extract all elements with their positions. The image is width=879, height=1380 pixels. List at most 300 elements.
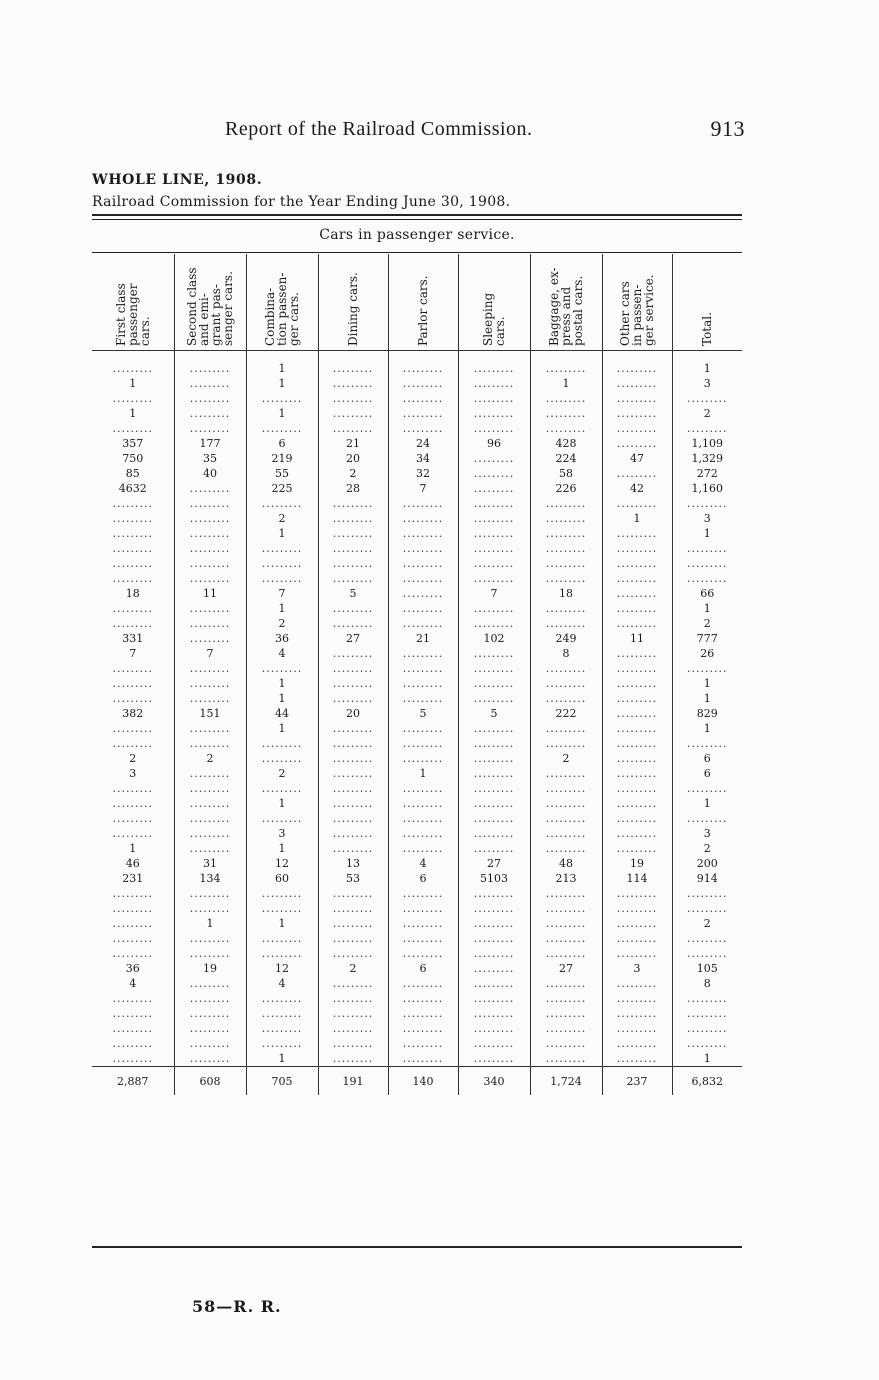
table-cell: ......... xyxy=(672,811,742,826)
table-cell: ......... xyxy=(458,676,530,691)
table-cell: ......... xyxy=(112,662,153,675)
table-cell: ......... xyxy=(458,391,530,406)
table-cell: ......... xyxy=(388,901,458,916)
col-combination xyxy=(246,254,318,351)
table-cell: ......... xyxy=(388,406,458,421)
table-cell: ......... xyxy=(112,677,153,690)
table-cell: 1 xyxy=(129,842,137,855)
table-cell: ......... xyxy=(458,661,530,676)
running-title: Report of the Railroad Commission. xyxy=(225,118,533,140)
table-cell: 31 xyxy=(174,856,246,871)
table-cell: ......... xyxy=(174,796,246,811)
table-cell: ......... xyxy=(602,571,672,586)
table-cell: 3 xyxy=(672,511,742,526)
total-cell: 608 xyxy=(174,1067,246,1096)
table-cell: 105 xyxy=(672,961,742,976)
table-row xyxy=(92,991,742,1006)
table-cell: ......... xyxy=(530,916,602,931)
table-cell: ......... xyxy=(672,901,742,916)
table-row xyxy=(92,616,742,631)
group-rule xyxy=(92,252,742,253)
table-row xyxy=(92,691,742,706)
table-cell: ......... xyxy=(530,796,602,811)
table-cell: ......... xyxy=(246,541,318,556)
table-cell: 102 xyxy=(458,631,530,646)
table-cell: ......... xyxy=(458,646,530,661)
table-cell: ......... xyxy=(602,931,672,946)
table-cell: ......... xyxy=(318,661,388,676)
table-cell: 1 xyxy=(246,526,318,541)
table-row xyxy=(92,796,742,811)
table-cell: ......... xyxy=(458,811,530,826)
table-cell: 114 xyxy=(602,871,672,886)
table-cell: 2 xyxy=(246,766,318,781)
table-cell: 6 xyxy=(388,871,458,886)
table-cell: ......... xyxy=(174,541,246,556)
table-cell: ......... xyxy=(388,526,458,541)
table-cell: 331 xyxy=(122,632,144,645)
table-cell: ......... xyxy=(458,841,530,856)
table-cell: ......... xyxy=(458,481,530,496)
table-cell: ......... xyxy=(112,497,153,510)
table-cell: 829 xyxy=(672,706,742,721)
table-cell: ......... xyxy=(602,826,672,841)
table-cell: 7 xyxy=(458,586,530,601)
table-row xyxy=(92,961,742,976)
passenger-cars-table xyxy=(92,254,742,1095)
table-cell: ......... xyxy=(318,1036,388,1051)
table-row xyxy=(92,556,742,571)
table-cell: ......... xyxy=(672,571,742,586)
table-cell: 2 xyxy=(672,916,742,931)
table-cell: ......... xyxy=(602,736,672,751)
table-cell: ......... xyxy=(246,1036,318,1051)
table-cell: 200 xyxy=(672,856,742,871)
table-cell: 11 xyxy=(602,631,672,646)
table-row xyxy=(92,871,742,886)
table-cell: 35 xyxy=(174,451,246,466)
table-cell: ......... xyxy=(112,992,153,1005)
table-row xyxy=(92,496,742,511)
table-cell: ......... xyxy=(458,556,530,571)
total-cell: 705 xyxy=(246,1067,318,1096)
table-cell: ......... xyxy=(318,541,388,556)
total-cell: 191 xyxy=(318,1067,388,1096)
table-cell: ......... xyxy=(318,916,388,931)
table-cell: ......... xyxy=(602,541,672,556)
total-cell: 140 xyxy=(388,1067,458,1096)
table-cell: ......... xyxy=(672,661,742,676)
table-cell: 44 xyxy=(246,706,318,721)
column-header: Combina- tion passen- ger cars. xyxy=(263,272,301,346)
table-cell: ......... xyxy=(672,946,742,961)
table-cell: 26 xyxy=(672,646,742,661)
table-cell: 21 xyxy=(318,436,388,451)
table-cell: ......... xyxy=(112,542,153,555)
column-header-row xyxy=(92,254,742,351)
table-cell: ......... xyxy=(112,737,153,750)
table-cell: 4 xyxy=(388,856,458,871)
table-cell: 2 xyxy=(318,961,388,976)
table-row xyxy=(92,976,742,991)
table-cell: ......... xyxy=(112,527,153,540)
table-cell: ......... xyxy=(318,736,388,751)
table-cell: 18 xyxy=(125,587,140,600)
table-cell: 1 xyxy=(129,407,137,420)
table-cell: ......... xyxy=(174,991,246,1006)
table-cell: ......... xyxy=(458,421,530,436)
table-row xyxy=(92,526,742,541)
top-rule-thin xyxy=(92,219,742,220)
table-cell: ......... xyxy=(318,601,388,616)
table-row xyxy=(92,406,742,421)
table-row xyxy=(92,361,742,376)
table-cell: 24 xyxy=(388,436,458,451)
table-cell: ......... xyxy=(602,781,672,796)
table-cell: ......... xyxy=(458,1006,530,1021)
table-body xyxy=(92,351,742,1067)
table-cell: ......... xyxy=(458,1036,530,1051)
table-cell: ......... xyxy=(174,901,246,916)
table-cell: 1 xyxy=(672,796,742,811)
table-cell: 382 xyxy=(122,707,144,720)
table-cell: ......... xyxy=(174,361,246,376)
table-cell: ......... xyxy=(112,827,153,840)
table-cell: ......... xyxy=(458,766,530,781)
table-cell: ......... xyxy=(458,406,530,421)
table-cell: ......... xyxy=(458,976,530,991)
table-cell: ......... xyxy=(388,376,458,391)
table-cell: ......... xyxy=(318,616,388,631)
table-cell: ......... xyxy=(318,496,388,511)
table-cell: 1 xyxy=(672,1051,742,1067)
page-number: 913 xyxy=(710,116,745,141)
table-cell: ......... xyxy=(458,376,530,391)
table-cell: ......... xyxy=(602,916,672,931)
table-cell: ......... xyxy=(112,932,153,945)
table-cell: ......... xyxy=(112,602,153,615)
table-cell: ......... xyxy=(672,556,742,571)
table-cell: ......... xyxy=(318,676,388,691)
table-cell: ......... xyxy=(246,736,318,751)
table-cell: ......... xyxy=(318,526,388,541)
table-row xyxy=(92,511,742,526)
table-cell: 5 xyxy=(458,706,530,721)
table-cell: 3 xyxy=(602,961,672,976)
table-cell: ......... xyxy=(388,646,458,661)
table-cell: ......... xyxy=(388,826,458,841)
table-cell: 2 xyxy=(672,406,742,421)
table-cell: ......... xyxy=(602,991,672,1006)
table-cell: ......... xyxy=(174,976,246,991)
table-cell: 3 xyxy=(246,826,318,841)
table-cell: ......... xyxy=(318,946,388,961)
table-cell: ......... xyxy=(602,556,672,571)
table-cell: 224 xyxy=(530,451,602,466)
table-cell: ......... xyxy=(174,406,246,421)
table-cell: ......... xyxy=(530,1021,602,1036)
table-cell: ......... xyxy=(530,946,602,961)
table-cell: ......... xyxy=(246,931,318,946)
table-cell: ......... xyxy=(246,1021,318,1036)
table-cell: ......... xyxy=(530,391,602,406)
table-cell: ......... xyxy=(388,886,458,901)
column-header: First class passenger cars. xyxy=(113,283,152,346)
table-cell: ......... xyxy=(458,511,530,526)
table-cell: 1 xyxy=(672,361,742,376)
table-cell: ......... xyxy=(602,1006,672,1021)
table-cell: 42 xyxy=(602,481,672,496)
table-cell: ......... xyxy=(174,691,246,706)
table-cell: ......... xyxy=(672,886,742,901)
table-cell: ......... xyxy=(458,826,530,841)
table-cell: 28 xyxy=(318,481,388,496)
table-cell: ......... xyxy=(246,886,318,901)
table-cell: ......... xyxy=(602,496,672,511)
table-cell: ......... xyxy=(388,1051,458,1067)
table-cell: ......... xyxy=(672,1006,742,1021)
table-cell: 213 xyxy=(530,871,602,886)
table-cell: ......... xyxy=(458,1021,530,1036)
table-cell: 18 xyxy=(530,586,602,601)
table-row xyxy=(92,736,742,751)
table-cell: ......... xyxy=(458,571,530,586)
table-cell: ......... xyxy=(458,931,530,946)
table-cell: ......... xyxy=(318,556,388,571)
table-row xyxy=(92,466,742,481)
table-cell: 32 xyxy=(388,466,458,481)
table-cell: ......... xyxy=(318,511,388,526)
table-cell: 46 xyxy=(125,857,140,870)
table-cell: ......... xyxy=(530,406,602,421)
table-cell: 2 xyxy=(530,751,602,766)
table-cell: ......... xyxy=(672,1021,742,1036)
table-cell: 8 xyxy=(530,646,602,661)
table-cell: 96 xyxy=(458,436,530,451)
table-cell: ......... xyxy=(318,376,388,391)
table-cell: 177 xyxy=(174,436,246,451)
table-cell: ......... xyxy=(388,721,458,736)
table-row xyxy=(92,436,742,451)
table-cell: ......... xyxy=(458,886,530,901)
table-cell: 7 xyxy=(129,647,137,660)
table-cell: ......... xyxy=(174,526,246,541)
table-cell: ......... xyxy=(246,811,318,826)
table-cell: 1 xyxy=(602,511,672,526)
table-cell: ......... xyxy=(602,601,672,616)
table-cell: ......... xyxy=(174,676,246,691)
table-cell: 914 xyxy=(672,871,742,886)
table-cell: ......... xyxy=(388,541,458,556)
table-cell: 1 xyxy=(246,601,318,616)
column-header: Other cars in passen- ger service. xyxy=(618,274,656,346)
table-cell: 6 xyxy=(672,751,742,766)
table-cell: ......... xyxy=(174,571,246,586)
table-cell: ......... xyxy=(388,781,458,796)
column-header: Sleeping cars. xyxy=(481,292,507,346)
table-cell: 1 xyxy=(129,377,137,390)
table-cell: ......... xyxy=(318,826,388,841)
table-cell: ......... xyxy=(530,841,602,856)
table-cell: 1 xyxy=(246,796,318,811)
table-cell: ......... xyxy=(458,601,530,616)
bottom-rule xyxy=(92,1246,742,1248)
table-cell: 1,329 xyxy=(672,451,742,466)
col-second-class xyxy=(174,254,246,351)
table-cell: ......... xyxy=(602,766,672,781)
table-cell: ......... xyxy=(174,721,246,736)
table-cell: 428 xyxy=(530,436,602,451)
table-cell: ......... xyxy=(318,646,388,661)
table-cell: ......... xyxy=(112,1052,153,1065)
table-cell: ......... xyxy=(174,766,246,781)
table-row xyxy=(92,421,742,436)
table-cell: ......... xyxy=(112,782,153,795)
table-cell: 7 xyxy=(246,586,318,601)
table-cell: ......... xyxy=(174,1036,246,1051)
table-cell: 4 xyxy=(246,976,318,991)
table-cell: ......... xyxy=(174,931,246,946)
table-cell: 27 xyxy=(530,961,602,976)
table-cell: ......... xyxy=(458,466,530,481)
table-cell: ......... xyxy=(602,421,672,436)
table-cell: ......... xyxy=(112,572,153,585)
table-cell: 3 xyxy=(672,826,742,841)
table-row xyxy=(92,901,742,916)
table-cell: ......... xyxy=(112,422,153,435)
table-cell: ......... xyxy=(530,691,602,706)
table-cell: 2 xyxy=(246,616,318,631)
table-cell: ......... xyxy=(318,421,388,436)
table-cell: ......... xyxy=(602,676,672,691)
table-cell: ......... xyxy=(174,811,246,826)
table-cell: ......... xyxy=(458,691,530,706)
table-cell: ......... xyxy=(530,601,602,616)
table-cell: 55 xyxy=(246,466,318,481)
table-cell: 2 xyxy=(672,841,742,856)
table-cell: ......... xyxy=(602,526,672,541)
table-row xyxy=(92,586,742,601)
table-cell: 134 xyxy=(174,871,246,886)
table-cell: ......... xyxy=(530,526,602,541)
table-cell: 6 xyxy=(246,436,318,451)
table-cell: ......... xyxy=(458,616,530,631)
table-row xyxy=(92,916,742,931)
table-cell: ......... xyxy=(530,496,602,511)
table-cell: 5103 xyxy=(458,871,530,886)
table-row xyxy=(92,601,742,616)
column-header: Second class and emi- grant pas- senger cars. xyxy=(185,267,235,346)
table-cell: ......... xyxy=(602,466,672,481)
table-cell: 1 xyxy=(530,376,602,391)
table-cell: 3 xyxy=(129,767,137,780)
table-cell: 7 xyxy=(388,481,458,496)
spacer-row xyxy=(92,351,742,362)
table-cell: ......... xyxy=(174,616,246,631)
table-cell: 2 xyxy=(129,752,137,765)
table-cell: ......... xyxy=(530,736,602,751)
total-cell: 2,887 xyxy=(92,1067,174,1096)
table-cell: 19 xyxy=(602,856,672,871)
table-cell: ......... xyxy=(530,976,602,991)
table-cell: ......... xyxy=(530,541,602,556)
table-cell: 6 xyxy=(672,766,742,781)
table-cell: 21 xyxy=(388,631,458,646)
table-cell: ......... xyxy=(318,1021,388,1036)
table-cell: ......... xyxy=(672,736,742,751)
table-cell: ......... xyxy=(174,1021,246,1036)
table-cell: ......... xyxy=(318,796,388,811)
table-cell: ......... xyxy=(530,1051,602,1067)
table-cell: ......... xyxy=(388,1006,458,1021)
table-cell: 1 xyxy=(246,721,318,736)
col-total xyxy=(672,254,742,351)
table-cell: ......... xyxy=(602,721,672,736)
table-cell: ......... xyxy=(174,736,246,751)
table-row xyxy=(92,931,742,946)
table-cell: 4 xyxy=(129,977,137,990)
table-row xyxy=(92,826,742,841)
table-cell: 1 xyxy=(672,721,742,736)
table-cell: ......... xyxy=(318,1006,388,1021)
table-cell: ......... xyxy=(174,946,246,961)
table-cell: ......... xyxy=(530,511,602,526)
table-cell: ......... xyxy=(602,1021,672,1036)
table-cell: ......... xyxy=(112,887,153,900)
col-sleeping xyxy=(458,254,530,351)
section-title: WHOLE LINE, 1908. xyxy=(92,172,263,188)
table-cell: 60 xyxy=(246,871,318,886)
table-cell: ......... xyxy=(530,616,602,631)
table-cell: ......... xyxy=(246,1006,318,1021)
table-cell: 66 xyxy=(672,586,742,601)
table-cell: 3 xyxy=(672,376,742,391)
table-cell: ......... xyxy=(174,661,246,676)
table-cell: ......... xyxy=(602,616,672,631)
table-cell: ......... xyxy=(672,391,742,406)
table-cell: ......... xyxy=(672,931,742,946)
table-row xyxy=(92,841,742,856)
table-cell: ......... xyxy=(602,796,672,811)
table-cell: 151 xyxy=(174,706,246,721)
table-cell: 12 xyxy=(246,961,318,976)
table-cell: ......... xyxy=(602,706,672,721)
table-cell: ......... xyxy=(388,946,458,961)
table-cell: 750 xyxy=(122,452,144,465)
column-header: Baggage, ex- press and postal cars. xyxy=(547,267,585,346)
table-cell: 2 xyxy=(246,511,318,526)
table-row xyxy=(92,751,742,766)
table-cell: 777 xyxy=(672,631,742,646)
table-cell: ......... xyxy=(112,947,153,960)
table-cell: 11 xyxy=(174,586,246,601)
table-cell: 1 xyxy=(388,766,458,781)
table-cell: ......... xyxy=(530,781,602,796)
table-cell: ......... xyxy=(458,781,530,796)
table-cell: ......... xyxy=(388,811,458,826)
table-cell: ......... xyxy=(530,811,602,826)
table-cell: ......... xyxy=(112,1022,153,1035)
table-cell: ......... xyxy=(672,421,742,436)
table-cell: 7 xyxy=(174,646,246,661)
table-cell: ......... xyxy=(602,751,672,766)
table-cell: ......... xyxy=(112,362,153,375)
table-cell: ......... xyxy=(530,931,602,946)
table-row xyxy=(92,766,742,781)
table-cell: ......... xyxy=(174,601,246,616)
table-cell: ......... xyxy=(458,991,530,1006)
table-row xyxy=(92,1006,742,1021)
